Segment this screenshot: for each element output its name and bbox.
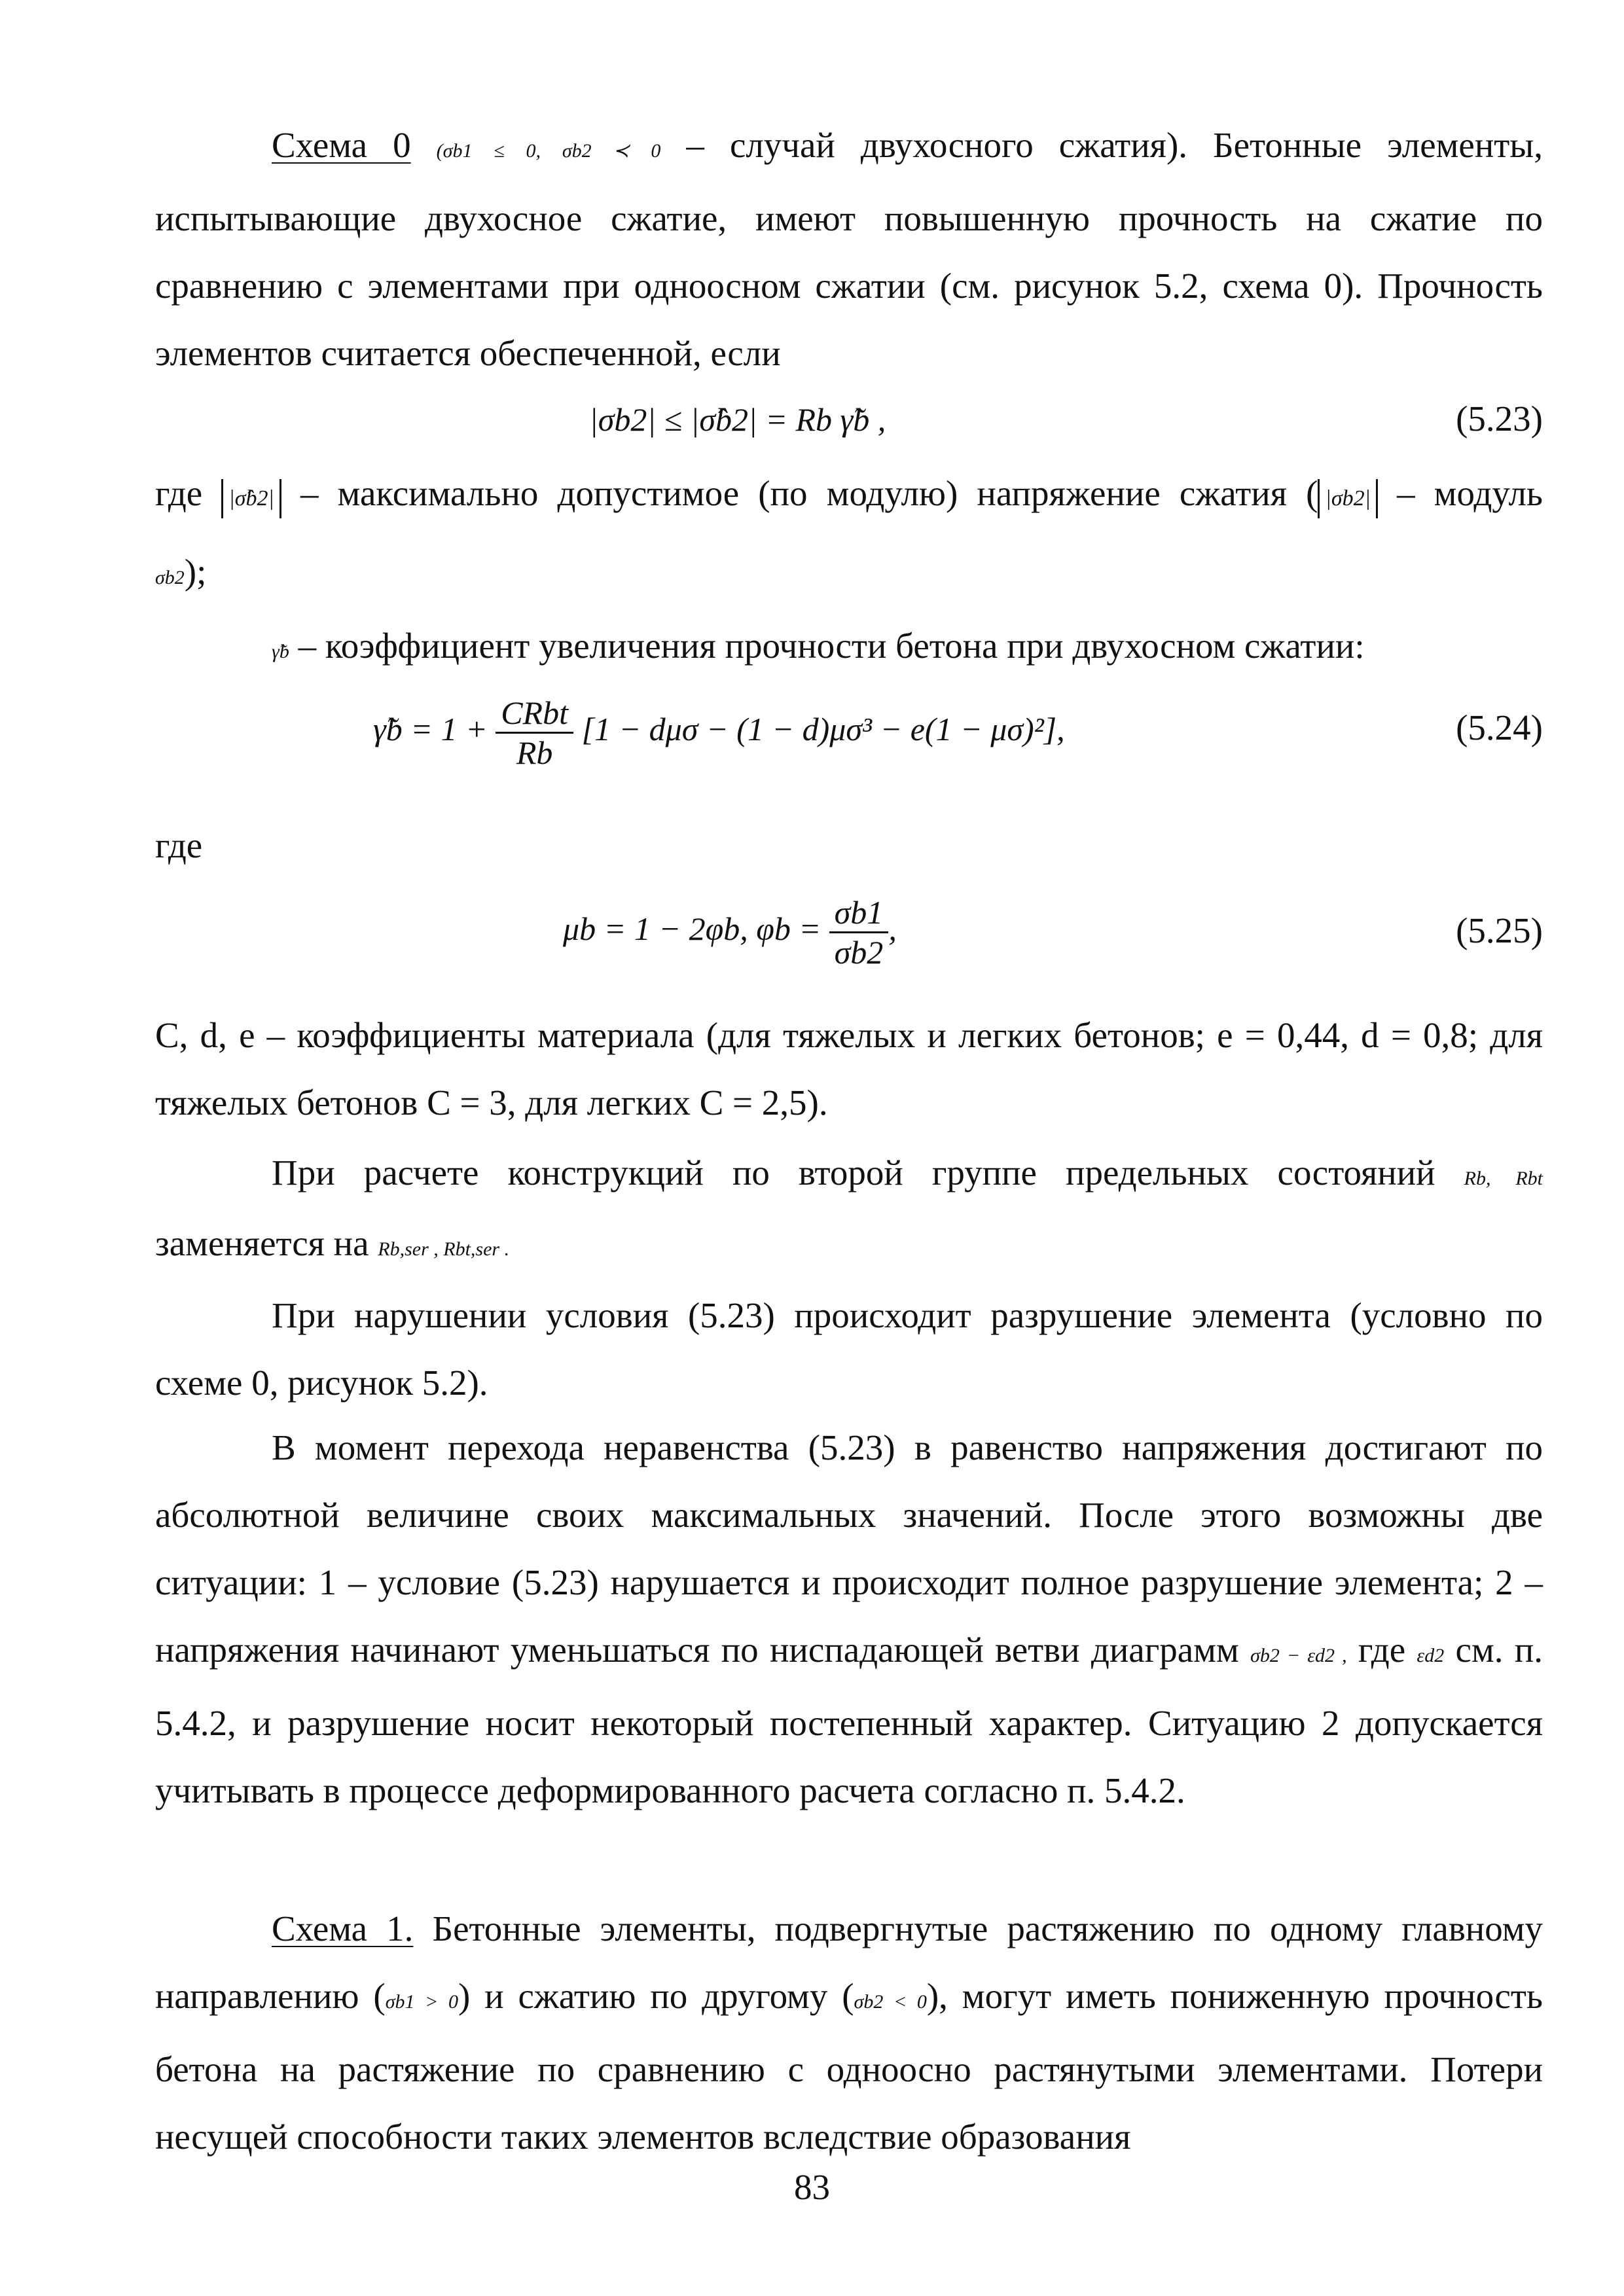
schema-1-text: Бетонные элементы, подвергнутые растяжению по одному главному направлению ( — [155, 1909, 1543, 2016]
where-text-2: – модуль — [1397, 473, 1543, 513]
equation-number-5-24: (5.24) — [1456, 708, 1543, 747]
formula-5-24 — [373, 694, 1065, 772]
paragraph-moment — [155, 1414, 1543, 1824]
epsilon-d2: εd2 — [1416, 1645, 1445, 1666]
replaced-by-text: заменяется на — [155, 1223, 369, 1263]
formula-5-25 — [563, 893, 897, 971]
coefficients-text: C, d, e – коэффициенты материала (для тяжелых и легких бетонов; e = 0,44, d = 0,8; для тяжелых бетонов C = 3, для легких C = 2,5). — [155, 1015, 1543, 1122]
where-text: – максимально допустимое (по модулю) напряжение сжатия ( — [300, 473, 1318, 513]
sigma-b2-negative: σb2 < 0 — [854, 1991, 927, 2013]
fraction-sigma-num: σb1 — [829, 893, 889, 933]
paragraph-violation — [155, 1282, 1543, 1416]
rb-rbt-symbols: Rb, Rbt — [1464, 1168, 1543, 1189]
violation-text: При нарушении условия (5.23) происходит разрушение элемента (условно по схеме 0, рисунок 5.2). — [155, 1295, 1543, 1403]
equation-number-5-23: (5.23) — [1456, 399, 1543, 439]
paragraph-schema-0 — [155, 111, 1543, 387]
sigma-abs: |σb2| — [1318, 479, 1377, 518]
second-group-text: При расчете конструкций по второй группе предельных состояний — [272, 1153, 1435, 1193]
paragraph-second-group-cont — [155, 1210, 1543, 1283]
formula-5-23 — [589, 401, 886, 439]
paragraph-second-group — [155, 1139, 1543, 1212]
schema-1-text-3: ), могут иметь пониженную прочность бетона на растяжение по сравнению с одноосно растянутыми элементами. Потери несущей способности таких элементов вследствие образования — [155, 1976, 1543, 2157]
sigma-epsilon-diagram: σb2 − εd2 , — [1250, 1645, 1347, 1666]
moment-text: В момент перехода неравенства (5.23) в равенство напряжения достигают по абсолютной величине своих максимальных значений. После этого возможны две ситуации: 1 – условие (5.23) нарушается и происходит полное разрушение элемента; 2 – напряжения начинают уменьшаться по ниспадающей ветви диаграмм — [155, 1427, 1543, 1670]
moment-where: где — [1358, 1630, 1406, 1670]
schema-0-text: – случай двухосного сжатия). Бетонные элементы, испытывающие двухосное сжатие, имеют повышенную прочность на сжатие по сравнению с элементами при одноосном сжатии (см. рисунок 5.2, схема 0). Прочность элементов считается обеспеченной, если — [155, 125, 1543, 373]
schema-1-label: Схема 1. — [272, 1909, 414, 1948]
formula-5-24-bracket: [1 − dμσ − (1 − d)μσ³ − e(1 − μσ)²], — [581, 710, 1065, 747]
fraction-crbt-rb — [496, 694, 573, 772]
schema-0-condition: (σb1 ≤ 0, σb2 ≺ 0 — [436, 140, 661, 162]
sigma-b1-positive: σb1 > 0 — [385, 1991, 459, 2013]
fraction-sigma — [829, 893, 889, 971]
paragraph-schema-1 — [155, 1895, 1543, 2170]
gamma-symbol: γ̃b — [272, 641, 289, 662]
sigma-hat-abs: |σ̂b2| — [221, 479, 281, 518]
page-number: 83 — [794, 2167, 830, 2207]
fraction-denominator: Rb — [516, 734, 553, 771]
schema-0-label: Схема 0 — [272, 125, 411, 165]
sigma-b2: σb2 — [155, 567, 185, 588]
formula-5-25-lhs: μb = 1 − 2φb, φb = — [563, 910, 821, 947]
formula-5-25-tail: , — [888, 910, 897, 947]
paragraph-where-2 — [155, 812, 1543, 879]
where-label-2: где — [155, 825, 203, 865]
moment-text-3: см. п. 5.4.2, и разрушение носит некоторый постепенный характер. Ситуацию 2 допускается учитывать в процессе деформированного расчета согласно п. 5.4.2. — [155, 1630, 1543, 1810]
equation-number-5-25: (5.25) — [1456, 910, 1543, 950]
rb-ser-symbols: Rb,ser , Rbt,ser . — [378, 1238, 510, 1260]
gamma-text: – коэффициент увеличения прочности бетона при двухосном сжатии: — [298, 626, 1365, 666]
paragraph-where-sigma — [155, 459, 1543, 527]
where-tail: ); — [184, 552, 207, 592]
paragraph-where-sigma-cont — [155, 538, 1543, 611]
paragraph-coefficients — [155, 1001, 1543, 1136]
fraction-sigma-den: σb2 — [834, 934, 884, 971]
formula-5-23-body: |σb2| ≤ |σ̂b2| = Rb γ̃b , — [589, 401, 886, 438]
paragraph-gamma-def — [155, 612, 1543, 685]
where-label: где — [155, 473, 203, 513]
formula-5-24-lhs: γ̃b = 1 + — [373, 710, 488, 747]
fraction-numerator: CRbt — [496, 694, 573, 734]
schema-1-text-2: ) и сжатию по другому ( — [458, 1976, 854, 2016]
